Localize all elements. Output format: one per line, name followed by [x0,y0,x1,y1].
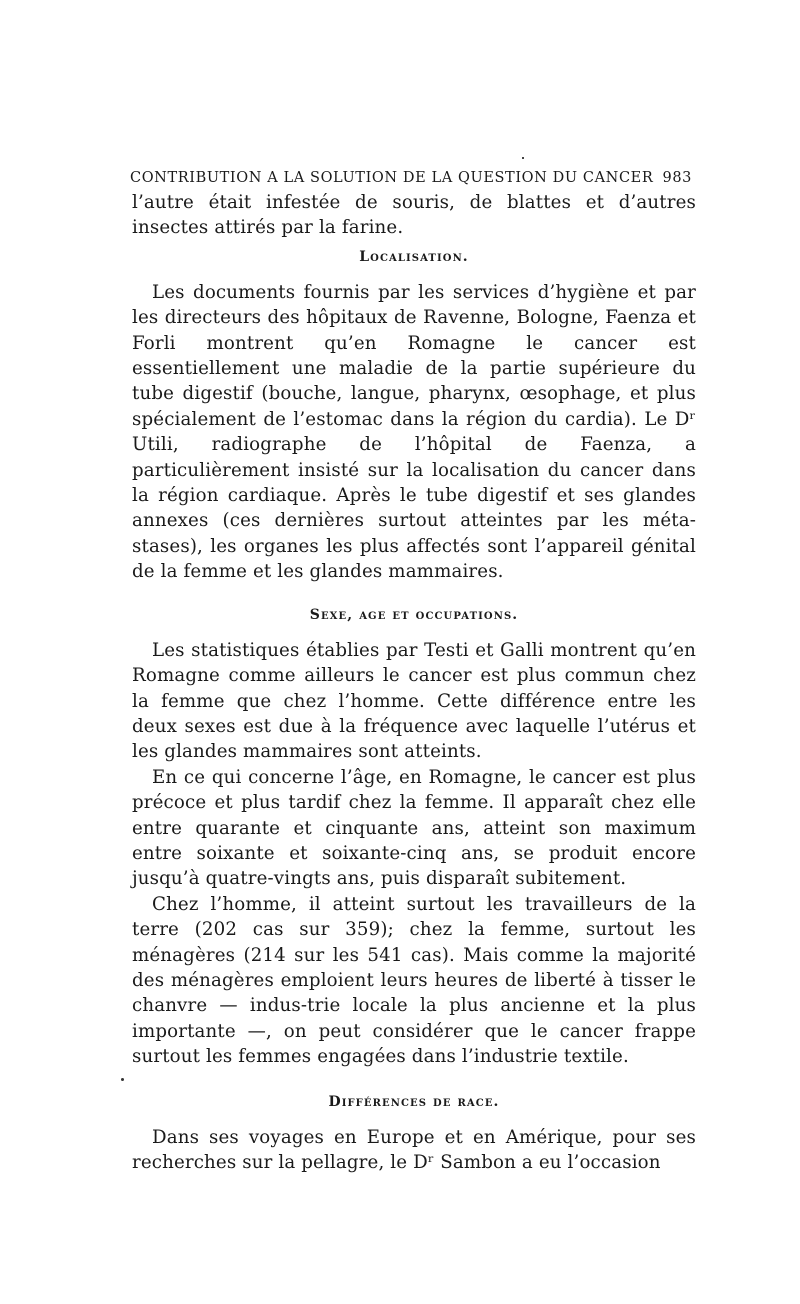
localisation-paragraph: Les documents fournis par les services d’hygiène et par les directeurs des hôpitaux de Ravenne, Bologne, Faenza et Forli montrent qu’en Romagne le cancer est essentiellement une maladie de la partie supérieure du tube digestif (bouche, langue, pharynx, œsophage, et plus spécialement de l’estomac dans la région du cardia). Le Dʳ Utili, radiographe de l’hôpital de Faenza, a particulièrement insisté sur la localisation du cancer dans la région cardiaque. Après le tube digestif et ses glandes annexes (ces dernières surtout atteintes par les méta-stases), les organes les plus affectés sont l’appareil génital de la femme et les glandes mammaires. [132,281,696,583]
race-paragraph: Dans ses voyages en Europe et en Amérique, pour ses recherches sur la pellagre, le Dʳ Sambon a eu l’occasion [132,1126,696,1173]
intro-paragraph: l’autre était infestée de souris, de blattes et d’autres insectes attirés par la farine. [132,192,696,239]
sexe-paragraph-3: Chez l’homme, il atteint surtout les travailleurs de la terre (202 cas sur 359); chez la femme, surtout les ménagères (214 sur les 541 cas). Mais comme la majorité des ménagères emploient leurs heures de liberté à tisser le chanvre — indus-trie locale la plus ancienne et la plus importante —, on peut considérer que le cancer frappe surtout les femmes engagées dans l’industrie textile. [132,893,696,1068]
sexe-paragraph-2: En ce qui concerne l’âge, en Romagne, le cancer est plus précoce et plus tardif chez la femme. Il apparaît chez elle entre quarante et cinquante ans, atteint son maximum entre soixante et soixante-cinq ans, se produit encore jusqu’à quatre-vingts ans, puis disparaît subitement. [132,766,696,890]
section-title-localisation: Localisation. [359,248,469,265]
section-title-race: Différences de race. [328,1093,500,1110]
spacer [132,585,696,599]
running-head-title: CONTRIBUTION A LA SOLUTION DE LA QUESTION DU CANCER [130,170,654,186]
page-body [132,166,696,1175]
spacer [132,1070,696,1086]
print-speck [522,157,524,159]
spacer [132,1118,696,1125]
margin-speck [121,1078,124,1081]
page-number: 983 [662,170,692,186]
section-title-sexe: Sexe, age et occupations. [309,606,519,623]
spacer [132,273,696,280]
sexe-paragraph-1: Les statistiques établies par Testi et Galli montrent qu’en Romagne comme ailleurs le cancer est plus commun chez la femme que chez l’homme. Cette différence entre les deux sexes est due à la fréquence avec laquelle l’utérus et les glandes mammaires sont atteints. [132,639,696,763]
running-head [130,166,692,190]
spacer [132,631,696,638]
